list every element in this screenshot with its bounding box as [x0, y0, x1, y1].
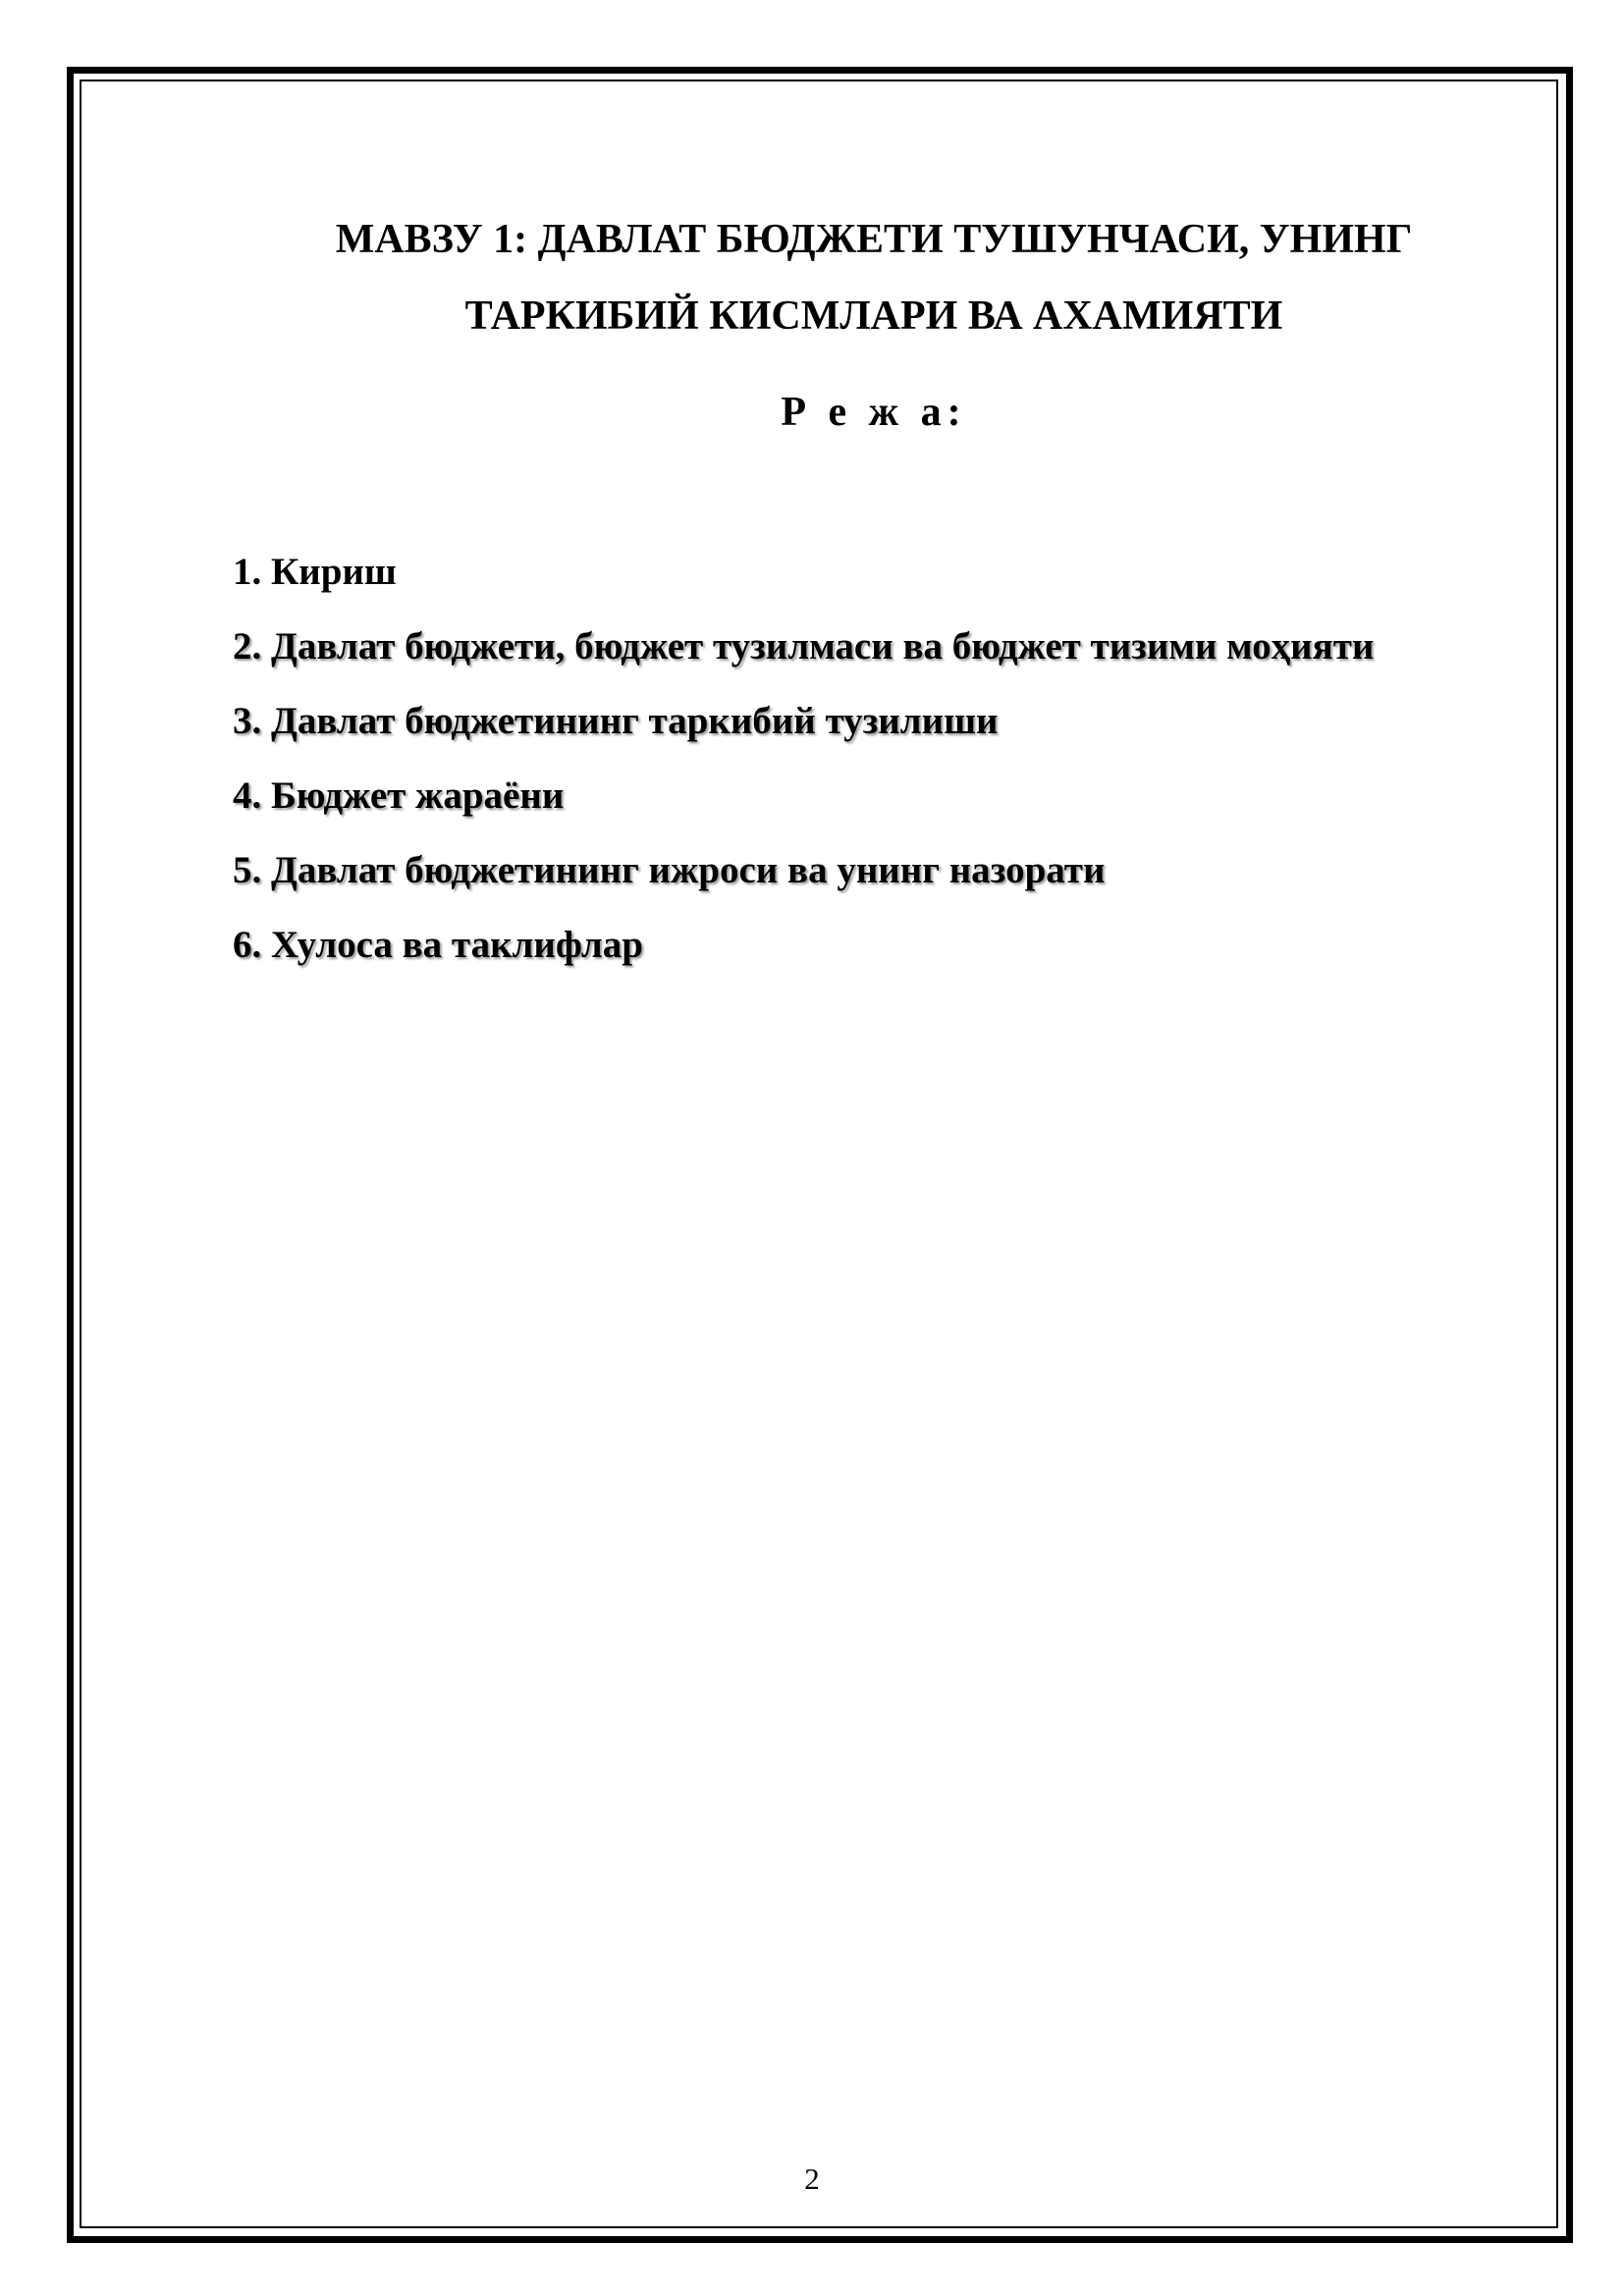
plan-item: 1. Кириш — [233, 551, 397, 593]
page-title-line-1: МАВЗУ 1: ДАВЛАТ БЮДЖЕТИ ТУШУНЧАСИ, УНИНГ — [335, 217, 1413, 262]
plan-item: 6. Хулоса ва таклифлар — [233, 924, 643, 966]
plan-heading: Р е ж а: — [781, 390, 967, 435]
plan-item: 5. Давлат бюджетининг ижроси ва унинг назорати — [233, 849, 1106, 891]
plan-item: 2. Давлат бюджети, бюджет тузилмаси ва бюджет тизими моҳияти — [233, 625, 1375, 667]
plan-item: 3. Давлат бюджетининг таркибий тузилиши — [233, 700, 999, 742]
plan-item: 4. Бюджет жараёни — [233, 774, 565, 817]
page-title-line-2: ТАРКИБИЙ КИСМЛАРИ ВА АХАМИЯТИ — [464, 294, 1283, 339]
plan-list — [233, 535, 1515, 983]
page-number: 2 — [804, 2162, 820, 2196]
page-title — [216, 201, 1532, 354]
